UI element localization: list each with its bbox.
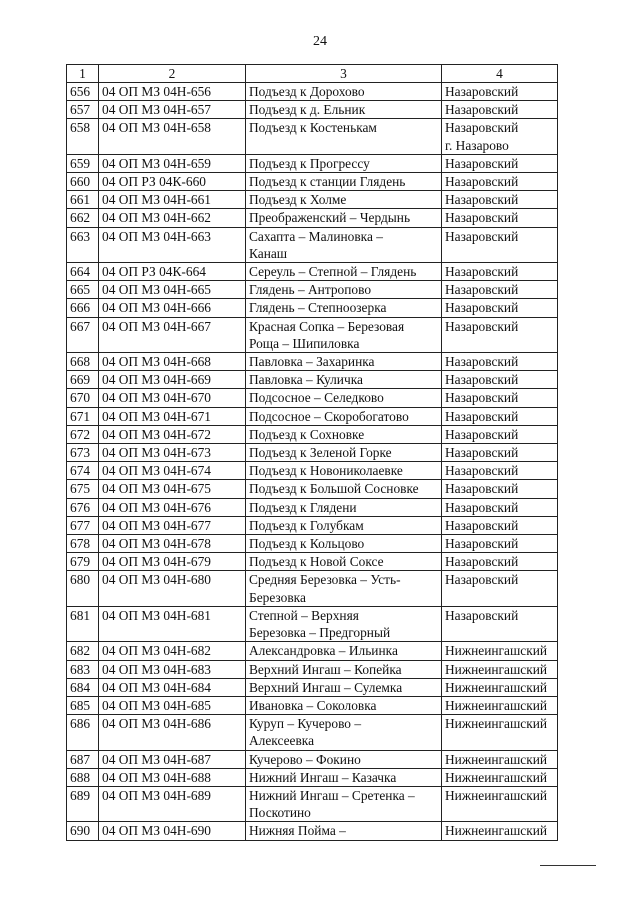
road-name-cell: Глядень – Степноозерка (246, 299, 442, 317)
table-row (67, 480, 558, 498)
district-cell: Нижнеингашский (442, 768, 558, 786)
road-code-cell: 04 ОП МЗ 04Н-667 (99, 317, 246, 352)
row-number-cell: 665 (67, 281, 99, 299)
district-cell: Назаровский (442, 553, 558, 571)
row-number-cell: 679 (67, 553, 99, 571)
table-row (67, 299, 558, 317)
table-row (67, 715, 558, 750)
road-name-cell: Нижний Ингаш – Казачка (246, 768, 442, 786)
row-number-cell: 669 (67, 371, 99, 389)
row-number-cell: 690 (67, 822, 99, 840)
table-row (67, 535, 558, 553)
road-name-cell: Подсосное – Селедково (246, 389, 442, 407)
row-number-cell: 680 (67, 571, 99, 606)
road-code-cell: 04 ОП МЗ 04Н-659 (99, 154, 246, 172)
road-name-cell: Куруп – Кучерово – Алексеевка (246, 715, 442, 750)
district-cell: Назаровский (442, 209, 558, 227)
road-name-cell: Преображенский – Чердынь (246, 209, 442, 227)
district-cell: Нижнеингашский (442, 786, 558, 821)
road-code-cell: 04 ОП МЗ 04Н-679 (99, 553, 246, 571)
row-number-cell: 666 (67, 299, 99, 317)
road-name-cell: Сереуль – Степной – Глядень (246, 263, 442, 281)
road-code-cell: 04 ОП МЗ 04Н-675 (99, 480, 246, 498)
road-code-cell: 04 ОП МЗ 04Н-672 (99, 425, 246, 443)
road-code-cell: 04 ОП МЗ 04Н-658 (99, 119, 246, 154)
row-number-cell: 658 (67, 119, 99, 154)
district-cell: Назаровский (442, 371, 558, 389)
road-code-cell: 04 ОП МЗ 04Н-661 (99, 191, 246, 209)
road-code-cell: 04 ОП МЗ 04Н-689 (99, 786, 246, 821)
row-number-cell: 686 (67, 715, 99, 750)
road-code-cell: 04 ОП МЗ 04Н-663 (99, 227, 246, 262)
road-code-cell: 04 ОП МЗ 04Н-685 (99, 696, 246, 714)
road-code-cell: 04 ОП РЗ 04К-664 (99, 263, 246, 281)
table-row (67, 696, 558, 714)
row-number-cell: 672 (67, 425, 99, 443)
row-number-cell: 689 (67, 786, 99, 821)
table-row (67, 101, 558, 119)
row-number-cell: 688 (67, 768, 99, 786)
district-cell: Назаровский (442, 425, 558, 443)
road-code-cell: 04 ОП МЗ 04Н-666 (99, 299, 246, 317)
row-number-cell: 676 (67, 498, 99, 516)
road-code-cell: 04 ОП МЗ 04Н-665 (99, 281, 246, 299)
road-name-cell: Нижняя Пойма – (246, 822, 442, 840)
scan-mark (540, 865, 596, 866)
road-name-cell: Подъезд к Костенькам (246, 119, 442, 154)
district-cell: Нижнеингашский (442, 822, 558, 840)
row-number-cell: 682 (67, 642, 99, 660)
table-row (67, 281, 558, 299)
road-name-cell: Подсосное – Скоробогатово (246, 407, 442, 425)
road-name-cell: Александровка – Ильинка (246, 642, 442, 660)
table-row (67, 263, 558, 281)
road-name-cell: Сахапта – Малиновка – Канаш (246, 227, 442, 262)
road-code-cell: 04 ОП МЗ 04Н-669 (99, 371, 246, 389)
road-name-cell: Подъезд к Зеленой Горке (246, 444, 442, 462)
table-row (67, 516, 558, 534)
table-row (67, 425, 558, 443)
district-cell: Нижнеингашский (442, 678, 558, 696)
road-name-cell: Кучерово – Фокино (246, 750, 442, 768)
table-row (67, 371, 558, 389)
district-cell: Назаровский (442, 101, 558, 119)
table-row (67, 191, 558, 209)
row-number-cell: 670 (67, 389, 99, 407)
table-row (67, 660, 558, 678)
road-code-cell: 04 ОП МЗ 04Н-683 (99, 660, 246, 678)
table-row (67, 571, 558, 606)
row-number-cell: 659 (67, 154, 99, 172)
road-name-cell: Подъезд к Глядени (246, 498, 442, 516)
road-code-cell: 04 ОП РЗ 04К-660 (99, 173, 246, 191)
road-name-cell: Верхний Ингаш – Сулемка (246, 678, 442, 696)
district-cell: Нижнеингашский (442, 750, 558, 768)
district-cell: Назаровский (442, 317, 558, 352)
district-cell: Назаровский г. Назарово (442, 119, 558, 154)
district-cell: Нижнеингашский (442, 660, 558, 678)
row-number-cell: 671 (67, 407, 99, 425)
table-row (67, 768, 558, 786)
table-row (67, 642, 558, 660)
district-cell: Назаровский (442, 191, 558, 209)
road-code-cell: 04 ОП МЗ 04Н-684 (99, 678, 246, 696)
road-name-cell: Подъезд к станции Глядень (246, 173, 442, 191)
table-row (67, 209, 558, 227)
district-cell: Назаровский (442, 480, 558, 498)
road-name-cell: Подъезд к Прогрессу (246, 154, 442, 172)
row-number-cell: 684 (67, 678, 99, 696)
table-row (67, 786, 558, 821)
table-row (67, 462, 558, 480)
road-code-cell: 04 ОП МЗ 04Н-656 (99, 83, 246, 101)
row-number-cell: 662 (67, 209, 99, 227)
road-name-cell: Средняя Березовка – Усть- Березовка (246, 571, 442, 606)
district-cell: Нижнеингашский (442, 715, 558, 750)
road-code-cell: 04 ОП МЗ 04Н-688 (99, 768, 246, 786)
table-row (67, 553, 558, 571)
column-header-3: 3 (246, 65, 442, 83)
road-code-cell: 04 ОП МЗ 04Н-674 (99, 462, 246, 480)
district-cell: Назаровский (442, 173, 558, 191)
district-cell: Назаровский (442, 498, 558, 516)
table-row (67, 822, 558, 840)
table-row (67, 119, 558, 154)
road-name-cell: Павловка – Куличка (246, 371, 442, 389)
table-row (67, 154, 558, 172)
road-name-cell: Подъезд к Сохновке (246, 425, 442, 443)
road-code-cell: 04 ОП МЗ 04Н-680 (99, 571, 246, 606)
road-name-cell: Подъезд к Дорохово (246, 83, 442, 101)
road-name-cell: Павловка – Захаринка (246, 353, 442, 371)
column-number-row (67, 65, 558, 83)
district-cell: Назаровский (442, 227, 558, 262)
district-cell: Назаровский (442, 389, 558, 407)
table-row (67, 606, 558, 641)
row-number-cell: 681 (67, 606, 99, 641)
row-number-cell: 673 (67, 444, 99, 462)
road-code-cell: 04 ОП МЗ 04Н-671 (99, 407, 246, 425)
table-row (67, 353, 558, 371)
table-body (67, 83, 558, 841)
road-name-cell: Подъезд к д. Ельник (246, 101, 442, 119)
table-row (67, 389, 558, 407)
row-number-cell: 661 (67, 191, 99, 209)
district-cell: Назаровский (442, 571, 558, 606)
road-name-cell: Подъезд к Большой Сосновке (246, 480, 442, 498)
road-code-cell: 04 ОП МЗ 04Н-662 (99, 209, 246, 227)
row-number-cell: 685 (67, 696, 99, 714)
district-cell: Назаровский (442, 83, 558, 101)
row-number-cell: 677 (67, 516, 99, 534)
district-cell: Нижнеингашский (442, 696, 558, 714)
table-row (67, 227, 558, 262)
row-number-cell: 668 (67, 353, 99, 371)
table-row (67, 444, 558, 462)
district-cell: Назаровский (442, 462, 558, 480)
road-code-cell: 04 ОП МЗ 04Н-657 (99, 101, 246, 119)
road-name-cell: Степной – Верхняя Березовка – Предгорный (246, 606, 442, 641)
row-number-cell: 663 (67, 227, 99, 262)
road-code-cell: 04 ОП МЗ 04Н-676 (99, 498, 246, 516)
row-number-cell: 664 (67, 263, 99, 281)
road-name-cell: Подъезд к Кольцово (246, 535, 442, 553)
row-number-cell: 657 (67, 101, 99, 119)
row-number-cell: 687 (67, 750, 99, 768)
road-code-cell: 04 ОП МЗ 04Н-687 (99, 750, 246, 768)
table-row (67, 407, 558, 425)
row-number-cell: 660 (67, 173, 99, 191)
district-cell: Назаровский (442, 407, 558, 425)
column-header-2: 2 (99, 65, 246, 83)
column-header-4: 4 (442, 65, 558, 83)
road-name-cell: Подъезд к Холме (246, 191, 442, 209)
road-registry-table (66, 64, 558, 841)
table-row (67, 678, 558, 696)
road-code-cell: 04 ОП МЗ 04Н-673 (99, 444, 246, 462)
row-number-cell: 674 (67, 462, 99, 480)
table-row (67, 317, 558, 352)
table-row (67, 173, 558, 191)
road-code-cell: 04 ОП МЗ 04Н-670 (99, 389, 246, 407)
district-cell: Назаровский (442, 516, 558, 534)
row-number-cell: 675 (67, 480, 99, 498)
column-header-1: 1 (67, 65, 99, 83)
row-number-cell: 683 (67, 660, 99, 678)
road-code-cell: 04 ОП МЗ 04Н-686 (99, 715, 246, 750)
road-code-cell: 04 ОП МЗ 04Н-682 (99, 642, 246, 660)
road-code-cell: 04 ОП МЗ 04Н-690 (99, 822, 246, 840)
road-code-cell: 04 ОП МЗ 04Н-668 (99, 353, 246, 371)
district-cell: Назаровский (442, 444, 558, 462)
road-code-cell: 04 ОП МЗ 04Н-677 (99, 516, 246, 534)
road-name-cell: Подъезд к Новой Соксе (246, 553, 442, 571)
road-name-cell: Нижний Ингаш – Сретенка – Поскотино (246, 786, 442, 821)
district-cell: Назаровский (442, 353, 558, 371)
page-number: 24 (313, 34, 327, 49)
table-row (67, 498, 558, 516)
road-name-cell: Верхний Ингаш – Копейка (246, 660, 442, 678)
district-cell: Нижнеингашский (442, 642, 558, 660)
district-cell: Назаровский (442, 154, 558, 172)
road-name-cell: Подъезд к Новониколаевке (246, 462, 442, 480)
table-row (67, 750, 558, 768)
row-number-cell: 678 (67, 535, 99, 553)
road-name-cell: Глядень – Антропово (246, 281, 442, 299)
row-number-cell: 656 (67, 83, 99, 101)
road-name-cell: Ивановка – Соколовка (246, 696, 442, 714)
row-number-cell: 667 (67, 317, 99, 352)
district-cell: Назаровский (442, 299, 558, 317)
table-row (67, 83, 558, 101)
road-code-cell: 04 ОП МЗ 04Н-681 (99, 606, 246, 641)
road-name-cell: Подъезд к Голубкам (246, 516, 442, 534)
road-name-cell: Красная Сопка – Березовая Роща – Шипиловка (246, 317, 442, 352)
district-cell: Назаровский (442, 606, 558, 641)
district-cell: Назаровский (442, 535, 558, 553)
district-cell: Назаровский (442, 263, 558, 281)
road-code-cell: 04 ОП МЗ 04Н-678 (99, 535, 246, 553)
district-cell: Назаровский (442, 281, 558, 299)
